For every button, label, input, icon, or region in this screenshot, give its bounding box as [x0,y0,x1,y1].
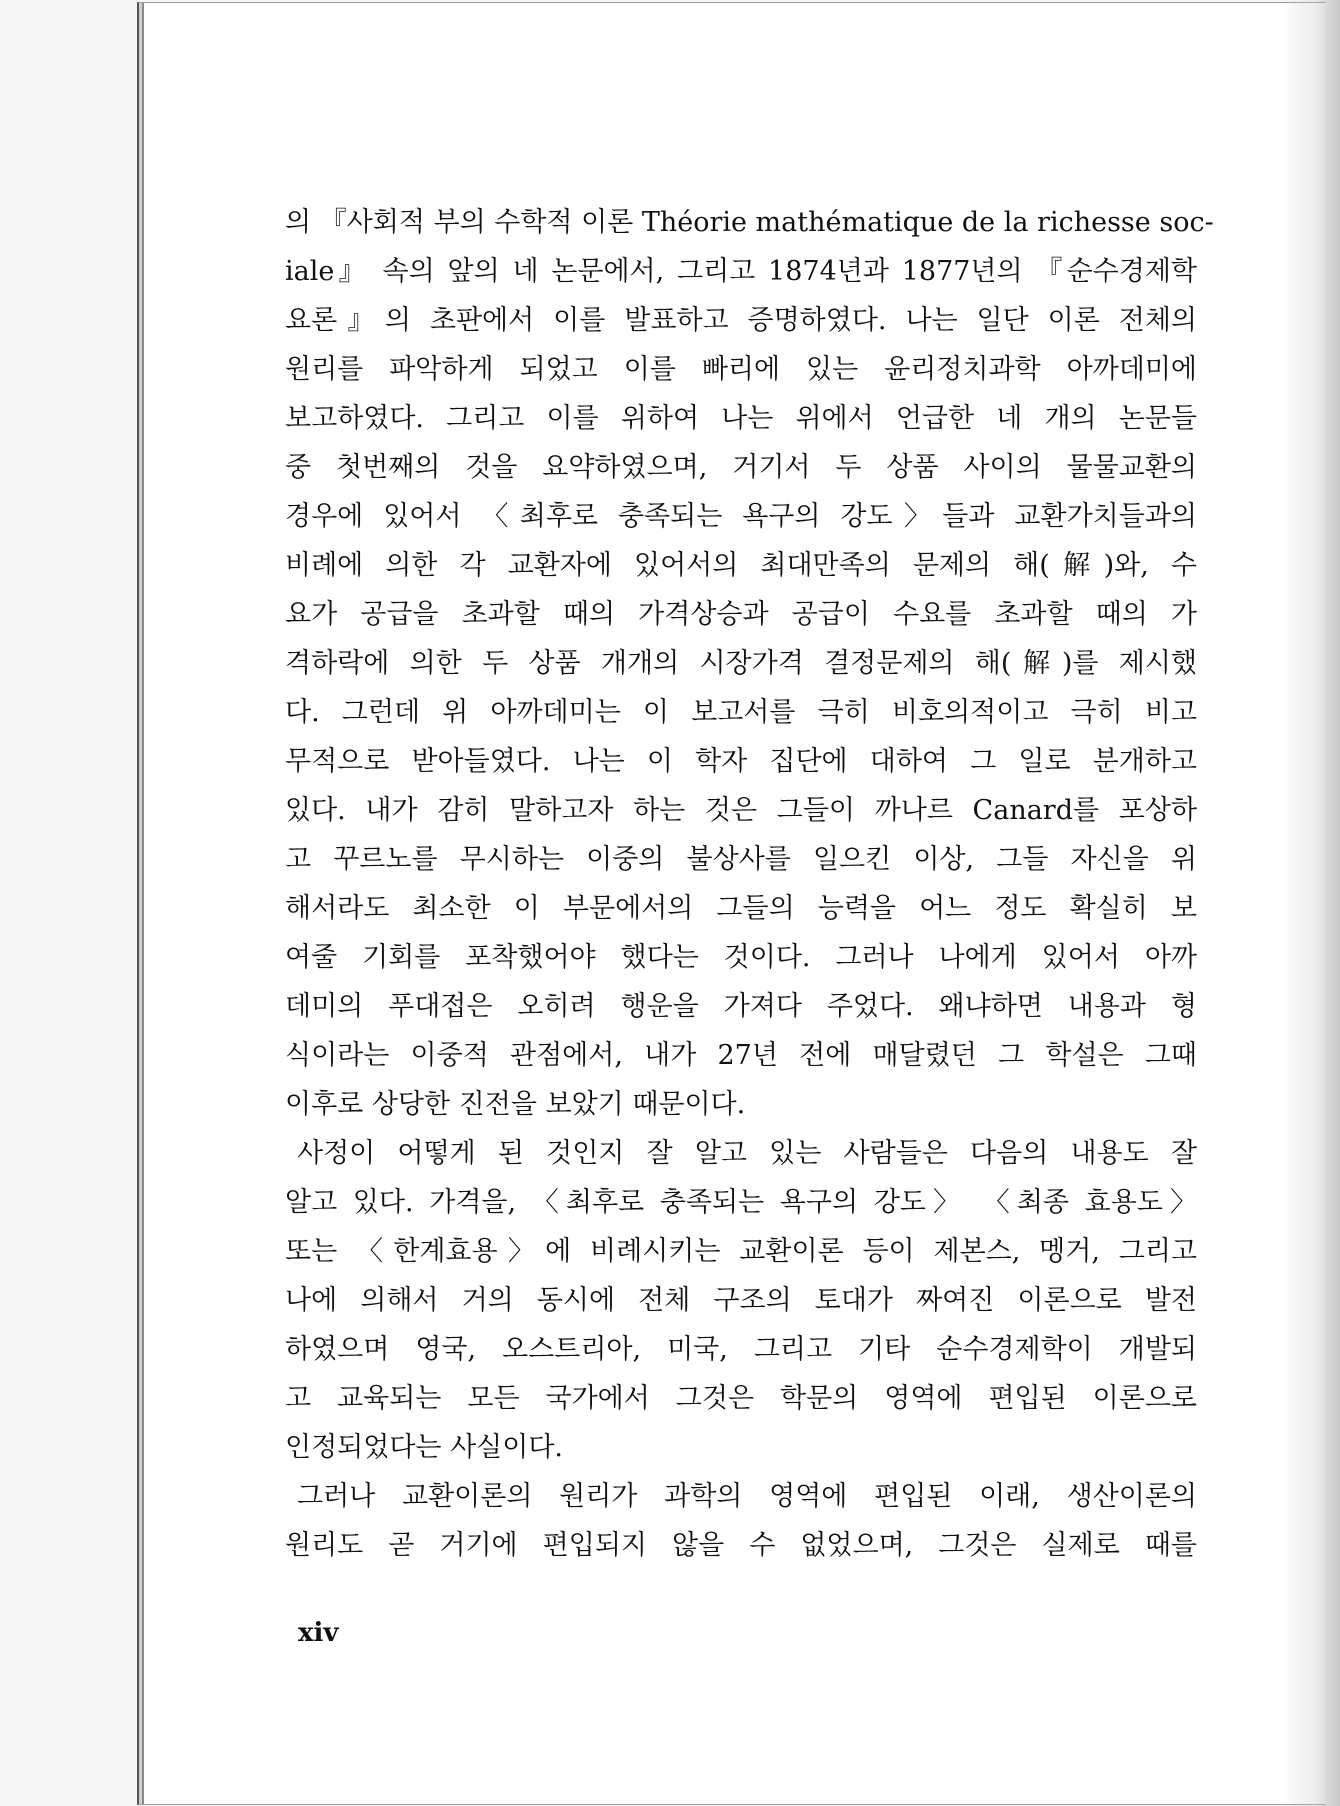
text-line: 여줄 기회를 포착했어야 했다는 것이다. 그러나 나에게 있어서 아까 [285,942,1197,973]
text-line: 무적으로 받아들였다. 나는 이 학자 집단에 대하여 그 일로 분개하고 [285,746,1197,777]
text-line: 인정되었다는 사실이다. [285,1432,563,1463]
text-line: 고 꾸르노를 무시하는 이중의 불상사를 일으킨 이상, 그들 자신을 위 [285,844,1197,875]
text-line: 이후로 상당한 진전을 보았기 때문이다. [285,1089,746,1120]
text-line: 중 첫번째의 것을 요약하였으며, 거기서 두 상품 사이의 물물교환의 [285,452,1197,483]
text-line: 다. 그런데 위 아까데미는 이 보고서를 극히 비호의적이고 극히 비고 [285,697,1197,728]
text-line: 있다. 내가 감히 말하고자 하는 것은 그들이 까나르 Canard를 포상하 [285,795,1197,826]
text-line: 요가 공급을 초과할 때의 가격상승과 공급이 수요를 초과할 때의 가 [285,599,1197,630]
text-line: iale』 속의 앞의 네 논문에서, 그리고 1874년과 1877년의 『순수경제학 [285,256,1197,287]
text-line: 격하락에 의한 두 상품 개개의 시장가격 결정문제의 해(解)를 제시했 [285,648,1197,679]
text-line: 해서라도 최소한 이 부문에서의 그들의 능력을 어느 정도 확실히 보 [285,893,1197,924]
text-line: 나에 의해서 거의 동시에 전체 구조의 토대가 짜여진 이론으로 발전 [285,1285,1197,1316]
text-line: 보고하였다. 그리고 이를 위하여 나는 위에서 언급한 네 개의 논문들 [285,403,1197,434]
page-number: xiv [298,1618,339,1648]
text-line: 경우에 있어서 〈최후로 충족되는 욕구의 강도〉들과 교환가치들과의 [285,501,1197,532]
text-line: 그러나 교환이론의 원리가 과학의 영역에 편입된 이래, 생산이론의 [297,1481,1197,1512]
text-line: 원리를 파악하게 되었고 이를 빠리에 있는 윤리정치과학 아까데미에 [285,354,1197,385]
text-line: 또는 〈한계효용〉에 비례시키는 교환이론 등이 제본스, 멩거, 그리고 [285,1236,1197,1267]
text-line: 의 『사회적 부의 수학적 이론 Théorie mathématique de la richesse soc- [285,207,1214,238]
text-line: 하였으며 영국, 오스트리아, 미국, 그리고 기타 순수경제학이 개발되 [285,1334,1197,1365]
text-line: 알고 있다. 가격을, 〈최후로 충족되는 욕구의 강도〉 〈최종 효용도〉 [285,1187,1197,1218]
text-line: 데미의 푸대접은 오히려 행운을 가져다 주었다. 왜냐하면 내용과 형 [285,991,1197,1022]
text-line: 고 교육되는 모든 국가에서 그것은 학문의 영역에 편입된 이론으로 [285,1383,1197,1414]
page-body-text [285,198,1214,1570]
text-line: 사정이 어떻게 된 것인지 잘 알고 있는 사람들은 다음의 내용도 잘 [297,1138,1197,1169]
text-line: 원리도 곧 거기에 편입되지 않을 수 없었으며, 그것은 실제로 때를 [285,1530,1197,1561]
text-line: 요론』의 초판에서 이를 발표하고 증명하였다. 나는 일단 이론 전체의 [285,305,1197,336]
text-line: 비례에 의한 각 교환자에 있어서의 최대만족의 문제의 해(解)와, 수 [285,550,1197,581]
text-line: 식이라는 이중적 관점에서, 내가 27년 전에 매달렸던 그 학설은 그때 [285,1040,1198,1071]
